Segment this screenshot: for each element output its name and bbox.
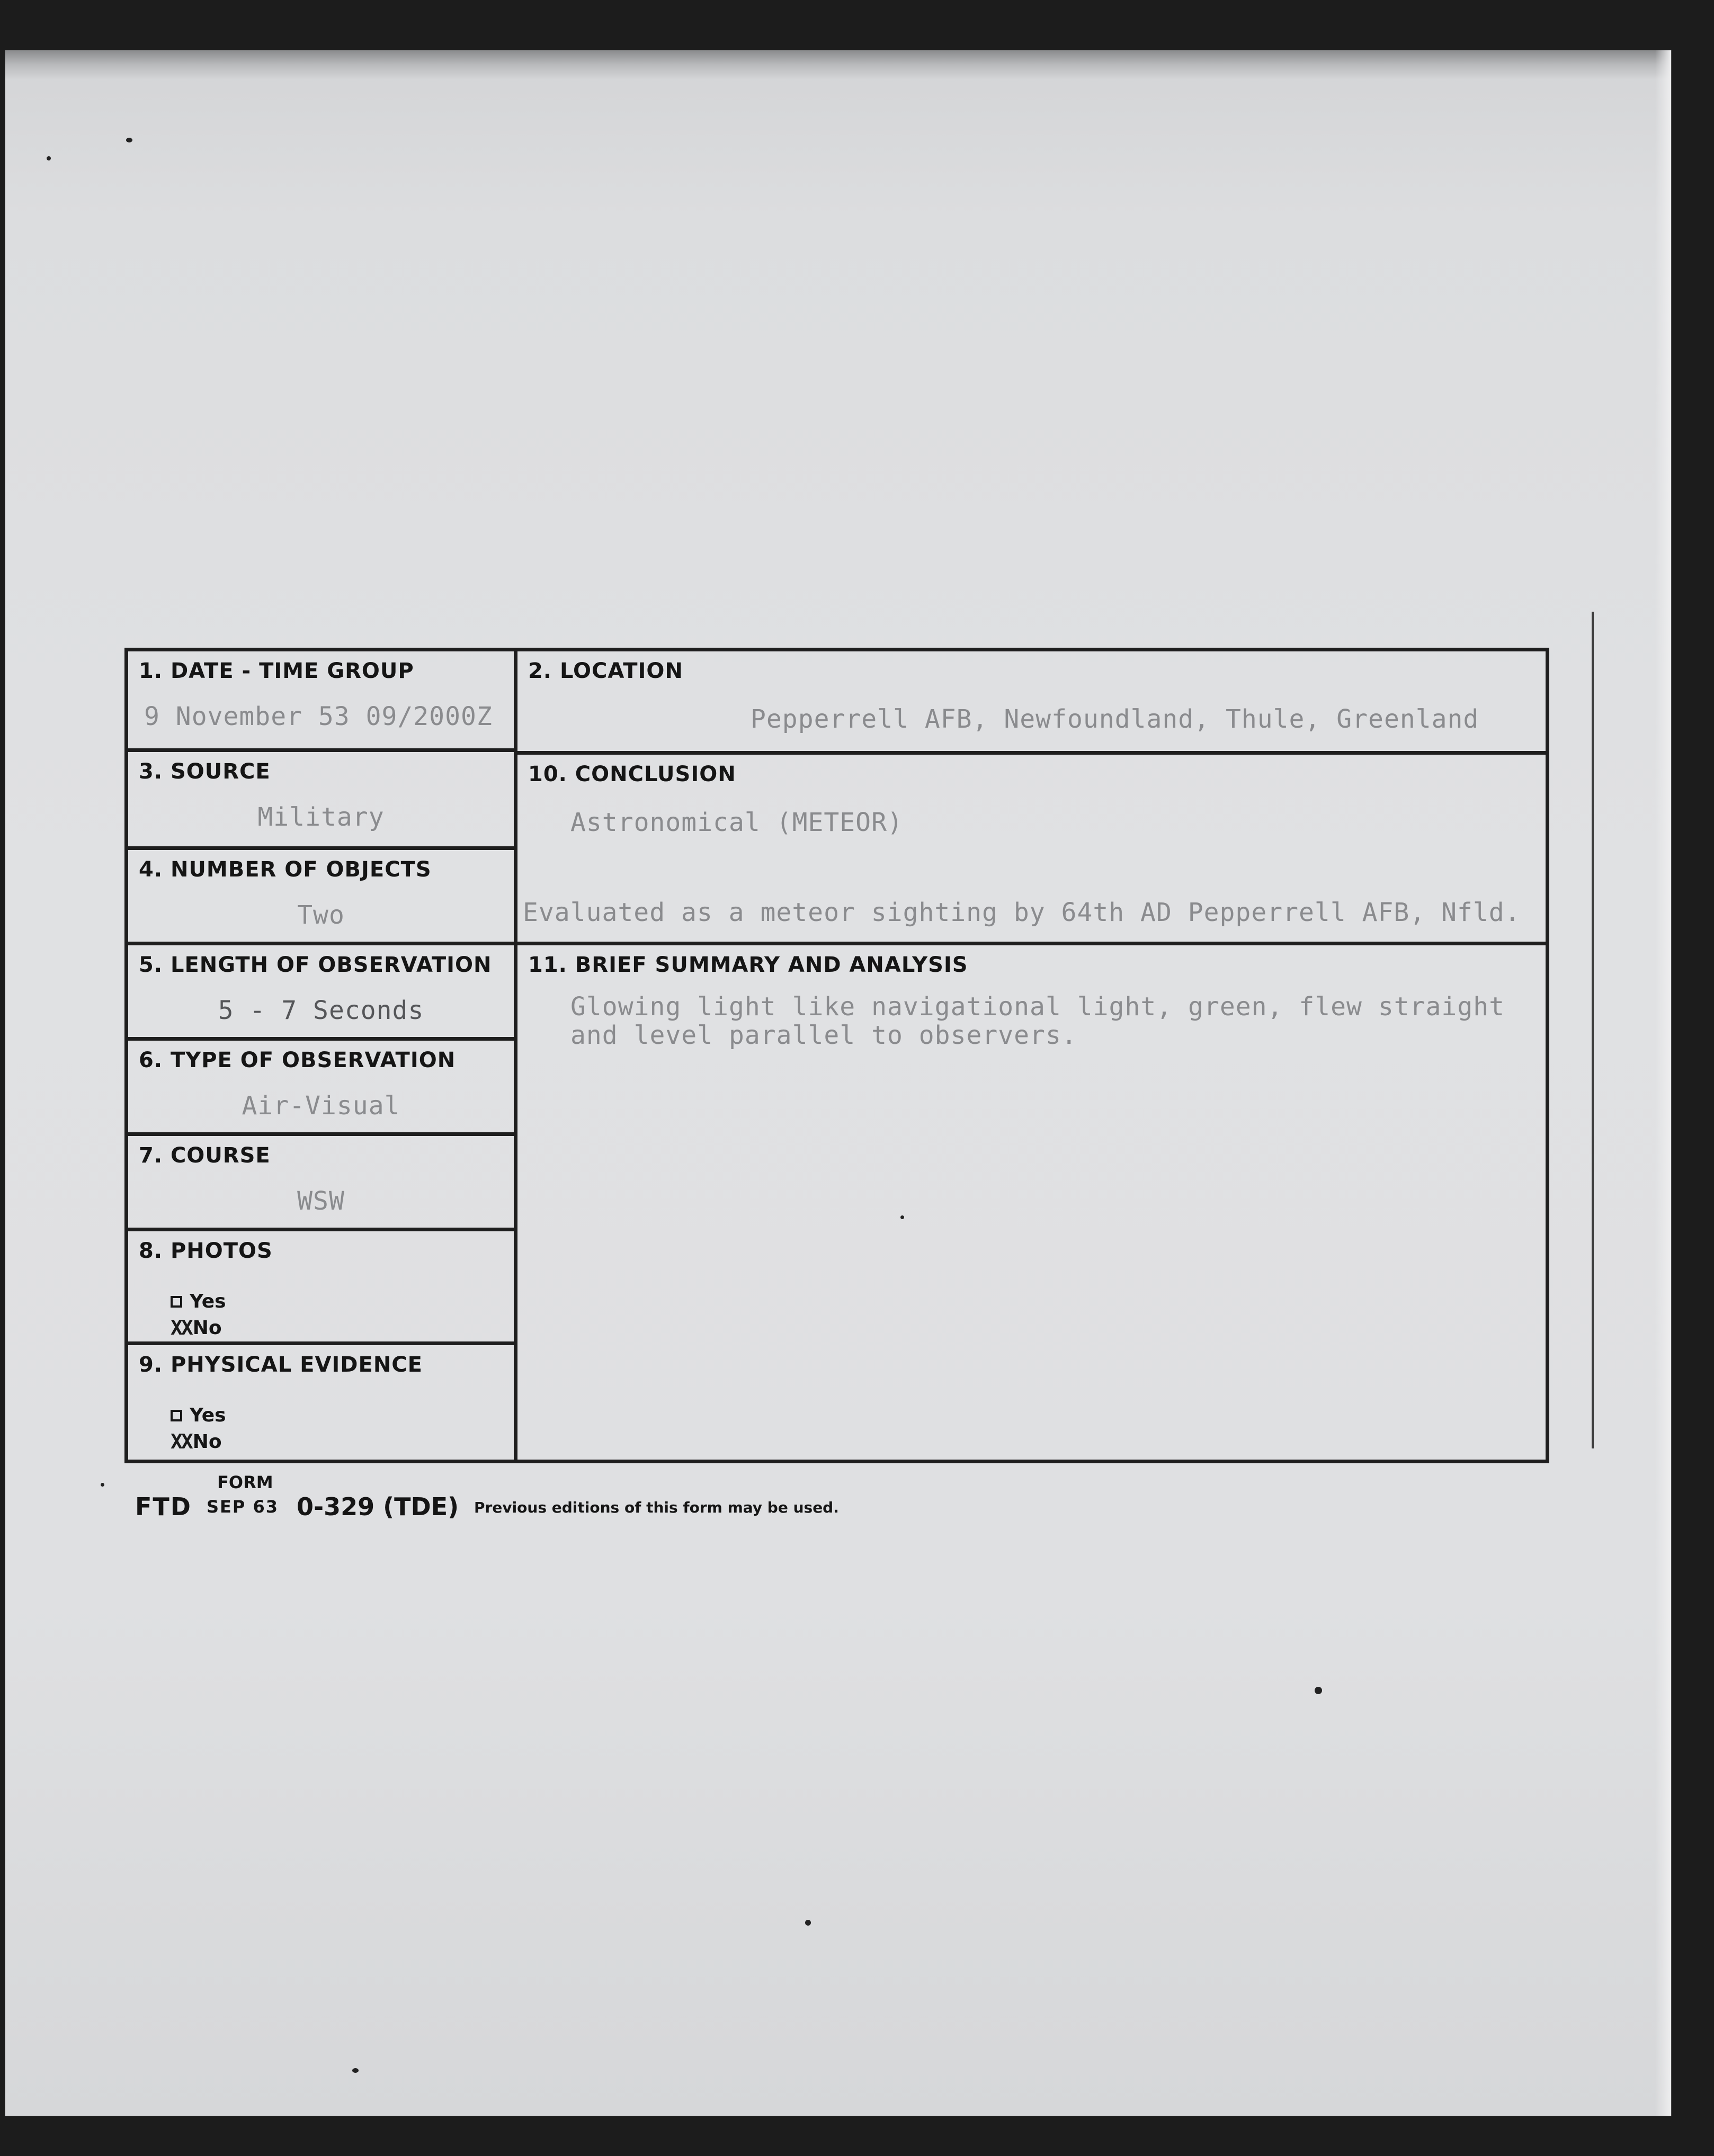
photos-yes-option[interactable] <box>171 1291 226 1312</box>
page-right-edge <box>1655 50 1671 2116</box>
type-of-observation-label: 6. TYPE OF OBSERVATION <box>139 1048 456 1072</box>
photos-cell <box>128 1231 514 1345</box>
speck-mark <box>47 156 51 160</box>
checkbox-empty-icon <box>171 1296 182 1308</box>
date-time-group-label: 1. DATE - TIME GROUP <box>139 659 414 683</box>
date-time-group-cell <box>128 651 514 752</box>
type-of-observation-cell <box>128 1041 514 1136</box>
physical-evidence-no-mark: XX <box>171 1430 192 1453</box>
summary-line-1: Glowing light like navigational light, green, flew straight <box>570 992 1505 1022</box>
footer-form-word: FORM <box>217 1472 273 1492</box>
summary-label: 11. BRIEF SUMMARY AND ANALYSIS <box>528 953 968 977</box>
conclusion-note: Evaluated as a meteor sighting by 64th AD Pepperrell AFB, Nfld. <box>523 898 1521 927</box>
course-label: 7. COURSE <box>139 1143 271 1168</box>
course-cell <box>128 1136 514 1231</box>
summary-cell <box>517 945 1546 1460</box>
physical-evidence-no-option[interactable] <box>171 1430 222 1453</box>
source-label: 3. SOURCE <box>139 759 271 784</box>
type-of-observation-value: Air-Visual <box>242 1091 400 1121</box>
report-form <box>124 648 1549 1463</box>
conclusion-cell <box>517 755 1546 945</box>
conclusion-value: Astronomical (METEOR) <box>570 808 903 837</box>
date-time-group-value: 9 November 53 09/2000Z <box>144 702 493 731</box>
physical-evidence-label: 9. PHYSICAL EVIDENCE <box>139 1353 423 1377</box>
document-page <box>5 50 1671 2116</box>
form-right-column <box>517 651 1546 1460</box>
footer-note: Previous editions of this form may be used. <box>474 1499 839 1516</box>
length-of-observation-value: 5 - 7 Seconds <box>218 996 424 1025</box>
footer-form-number: 0-329 (TDE) <box>297 1492 459 1521</box>
length-of-observation-cell <box>128 945 514 1041</box>
location-label: 2. LOCATION <box>528 659 683 683</box>
course-value: WSW <box>297 1186 345 1216</box>
speck-mark <box>805 1920 811 1926</box>
form-left-column <box>128 651 517 1460</box>
page-top-shadow <box>5 50 1671 79</box>
page-edge-line <box>1592 612 1594 1448</box>
footer-date: SEP 63 <box>207 1497 279 1517</box>
photos-yes-label: Yes <box>190 1291 226 1312</box>
physical-evidence-cell <box>128 1345 514 1460</box>
photos-no-option[interactable] <box>171 1316 222 1339</box>
speck-mark <box>1315 1687 1322 1694</box>
summary-line-2: and level parallel to observers. <box>570 1021 1077 1050</box>
photos-no-mark: XX <box>171 1316 192 1339</box>
length-of-observation-label: 5. LENGTH OF OBSERVATION <box>139 953 492 977</box>
footer-ftd: FTD <box>135 1492 192 1521</box>
number-of-objects-label: 4. NUMBER OF OBJECTS <box>139 857 432 882</box>
number-of-objects-value: Two <box>297 900 345 930</box>
location-value: Pepperrell AFB, Newfoundland, Thule, Greenland <box>751 704 1479 734</box>
source-value: Military <box>257 802 385 832</box>
physical-evidence-no-label: No <box>192 1430 222 1453</box>
location-cell <box>517 651 1546 755</box>
source-cell <box>128 752 514 850</box>
physical-evidence-yes-option[interactable] <box>171 1404 226 1426</box>
speck-mark <box>352 2068 359 2073</box>
photos-no-label: No <box>192 1317 222 1339</box>
number-of-objects-cell <box>128 850 514 945</box>
photos-label: 8. PHOTOS <box>139 1239 273 1263</box>
checkbox-empty-icon <box>171 1410 182 1421</box>
conclusion-label: 10. CONCLUSION <box>528 762 736 786</box>
speck-mark <box>101 1483 104 1487</box>
speck-mark <box>126 138 132 142</box>
physical-evidence-yes-label: Yes <box>190 1404 226 1426</box>
